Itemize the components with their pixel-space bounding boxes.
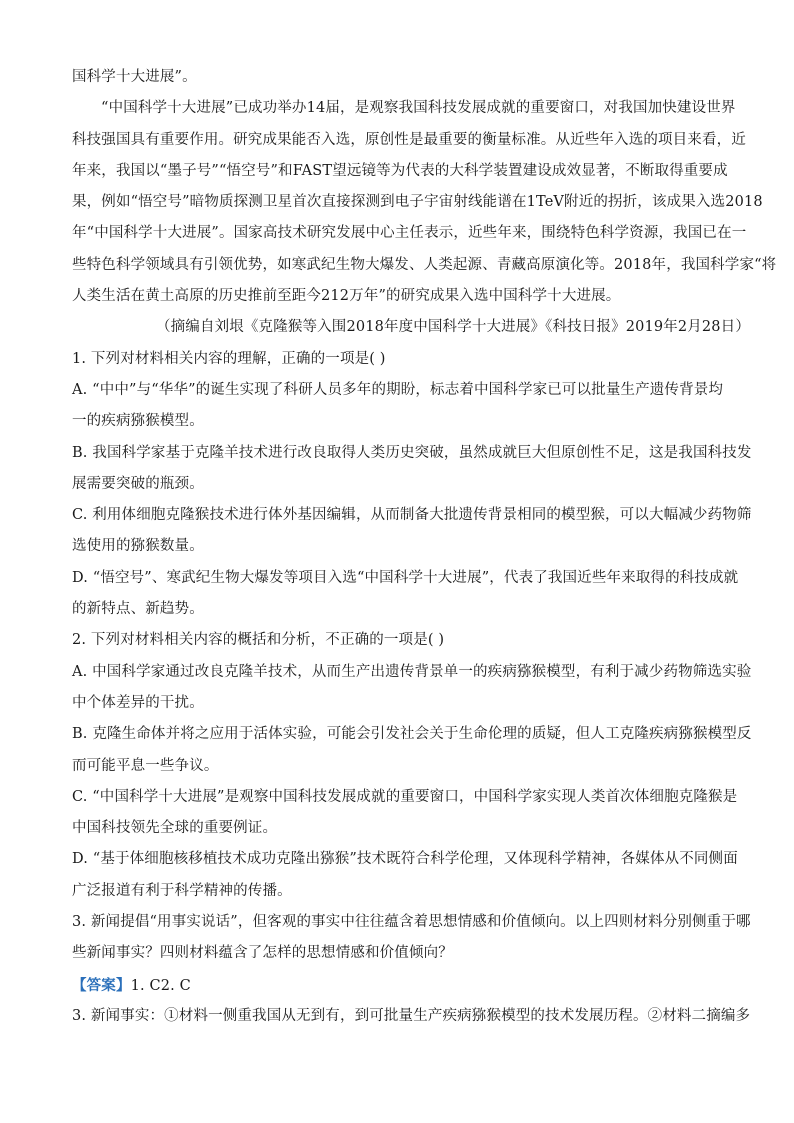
paragraph-line: 年来，我国以“墨子号”“悟空号”和FAST望远镜等为代表的大科学装置建设成效显著，不断取得重要成 — [72, 162, 728, 179]
question-1-option-a-cont: 一的疾病猕猴模型。 — [72, 413, 204, 430]
question-2-option-c: C. “中国科学十大进展”是观察中国科技发展成就的重要窗口，中国科学家实现人类首次体细胞克隆猴是 — [72, 788, 738, 805]
question-2-option-b-cont: 而可能平息一些争议。 — [72, 757, 219, 774]
paragraph-line: “中国科学十大进展”已成功举办14届，是观察我国科技发展成就的重要窗口，对我国加快建设世界 — [101, 100, 736, 117]
question-1-stem: 1. 下列对材料相关内容的理解，正确的一项是( ) — [72, 350, 386, 367]
answer-line — [72, 970, 722, 1001]
document-page — [72, 62, 777, 1032]
question-1-option-c: C. 利用体细胞克隆猴技术进行体外基因编辑，从而制备大批遗传背景相同的模型猴，可以大幅减少药物筛 — [72, 507, 752, 524]
question-1-option-b-cont: 展需要突破的瓶颈。 — [72, 475, 204, 492]
question-2-option-a: A. 中国科学家通过改良克隆羊技术，从而生产出遗传背景单一的疾病猕猴模型，有利于减少药物筛选实验 — [72, 663, 752, 680]
paragraph-line: 些特色科学领域具有引领优势，如寒武纪生物大爆发、人类起源、青藏高原演化等。2018年，我国科学家“将 — [72, 256, 777, 273]
paragraph-line: 年“中国科学十大进展”。国家高技术研究发展中心主任表示，近些年来，围绕特色科学资源，我国已在一 — [72, 225, 747, 242]
question-1-option-d-cont: 的新特点、新趋势。 — [72, 601, 204, 618]
question-1-option-a: A. “中中”与“华华”的诞生实现了科研人员多年的期盼，标志着中国科学家已可以批量生产遗传背景均 — [72, 381, 724, 398]
question-1-option-d: D. “悟空号”、寒武纪生物大爆发等项目入选“中国科学十大进展”，代表了我国近些年来取得的科技成就 — [72, 569, 739, 586]
question-3-stem: 3. 新闻提倡“用事实说话”，但客观的事实中往往蕴含着思想情感和价值倾向。以上四则材料分别侧重于哪 — [72, 914, 751, 931]
answer-3-line: 3. 新闻事实：①材料一侧重我国从无到有，到可批量生产疾病猕猴模型的技术发展历程。②材料二摘编多 — [72, 1007, 751, 1024]
question-3-stem-cont: 些新闻事实？四则材料蕴含了怎样的思想情感和价值倾向？ — [72, 945, 453, 962]
question-1-option-b: B. 我国科学家基于克隆羊技术进行改良取得人类历史突破，虽然成就巨大但原创性不足，这是我国科技发 — [72, 444, 752, 461]
question-2-option-c-cont: 中国科技领先全球的重要例证。 — [72, 820, 278, 837]
question-2-option-b: B. 克隆生命体并将之应用于活体实验，可能会引发社会关于生命伦理的质疑，但人工克隆疾病猕猴模型反 — [72, 726, 752, 743]
question-2-option-d: D. “基于体细胞核移植技术成功克隆出猕猴”技术既符合科学伦理，又体现科学精神，各媒体从不同侧面 — [72, 851, 738, 868]
source-citation: （摘编自刘垠《克隆猴等入围2018年度中国科学十大进展》《科技日报》2019年2月28日） — [156, 319, 750, 336]
paragraph-line: 果，例如“悟空号”暗物质探测卫星首次直接探测到电子宇宙射线能谱在1TeV附近的拐折，该成果入选2018 — [72, 194, 763, 211]
question-1-option-c-cont: 选使用的猕猴数量。 — [72, 538, 204, 555]
question-2-option-a-cont: 中个体差异的干扰。 — [72, 694, 204, 711]
paragraph-tail-line: 国科学十大进展”。 — [72, 69, 197, 85]
answer-text: 1. C2. C — [130, 977, 191, 994]
question-2-option-d-cont: 广泛报道有利于科学精神的传播。 — [72, 882, 292, 899]
answer-label: 【答案】 — [72, 976, 131, 994]
question-2-stem: 2. 下列对材料相关内容的概括和分析，不正确的一项是( ) — [72, 632, 445, 649]
paragraph-line: 科技强国具有重要作用。研究成果能否入选，原创性是最重要的衡量标准。从近些年入选的项目来看，近 — [72, 131, 746, 148]
paragraph-line: 人类生活在黄土高原的历史推前至距今212万年”的研究成果入选中国科学十大进展。 — [72, 288, 621, 305]
